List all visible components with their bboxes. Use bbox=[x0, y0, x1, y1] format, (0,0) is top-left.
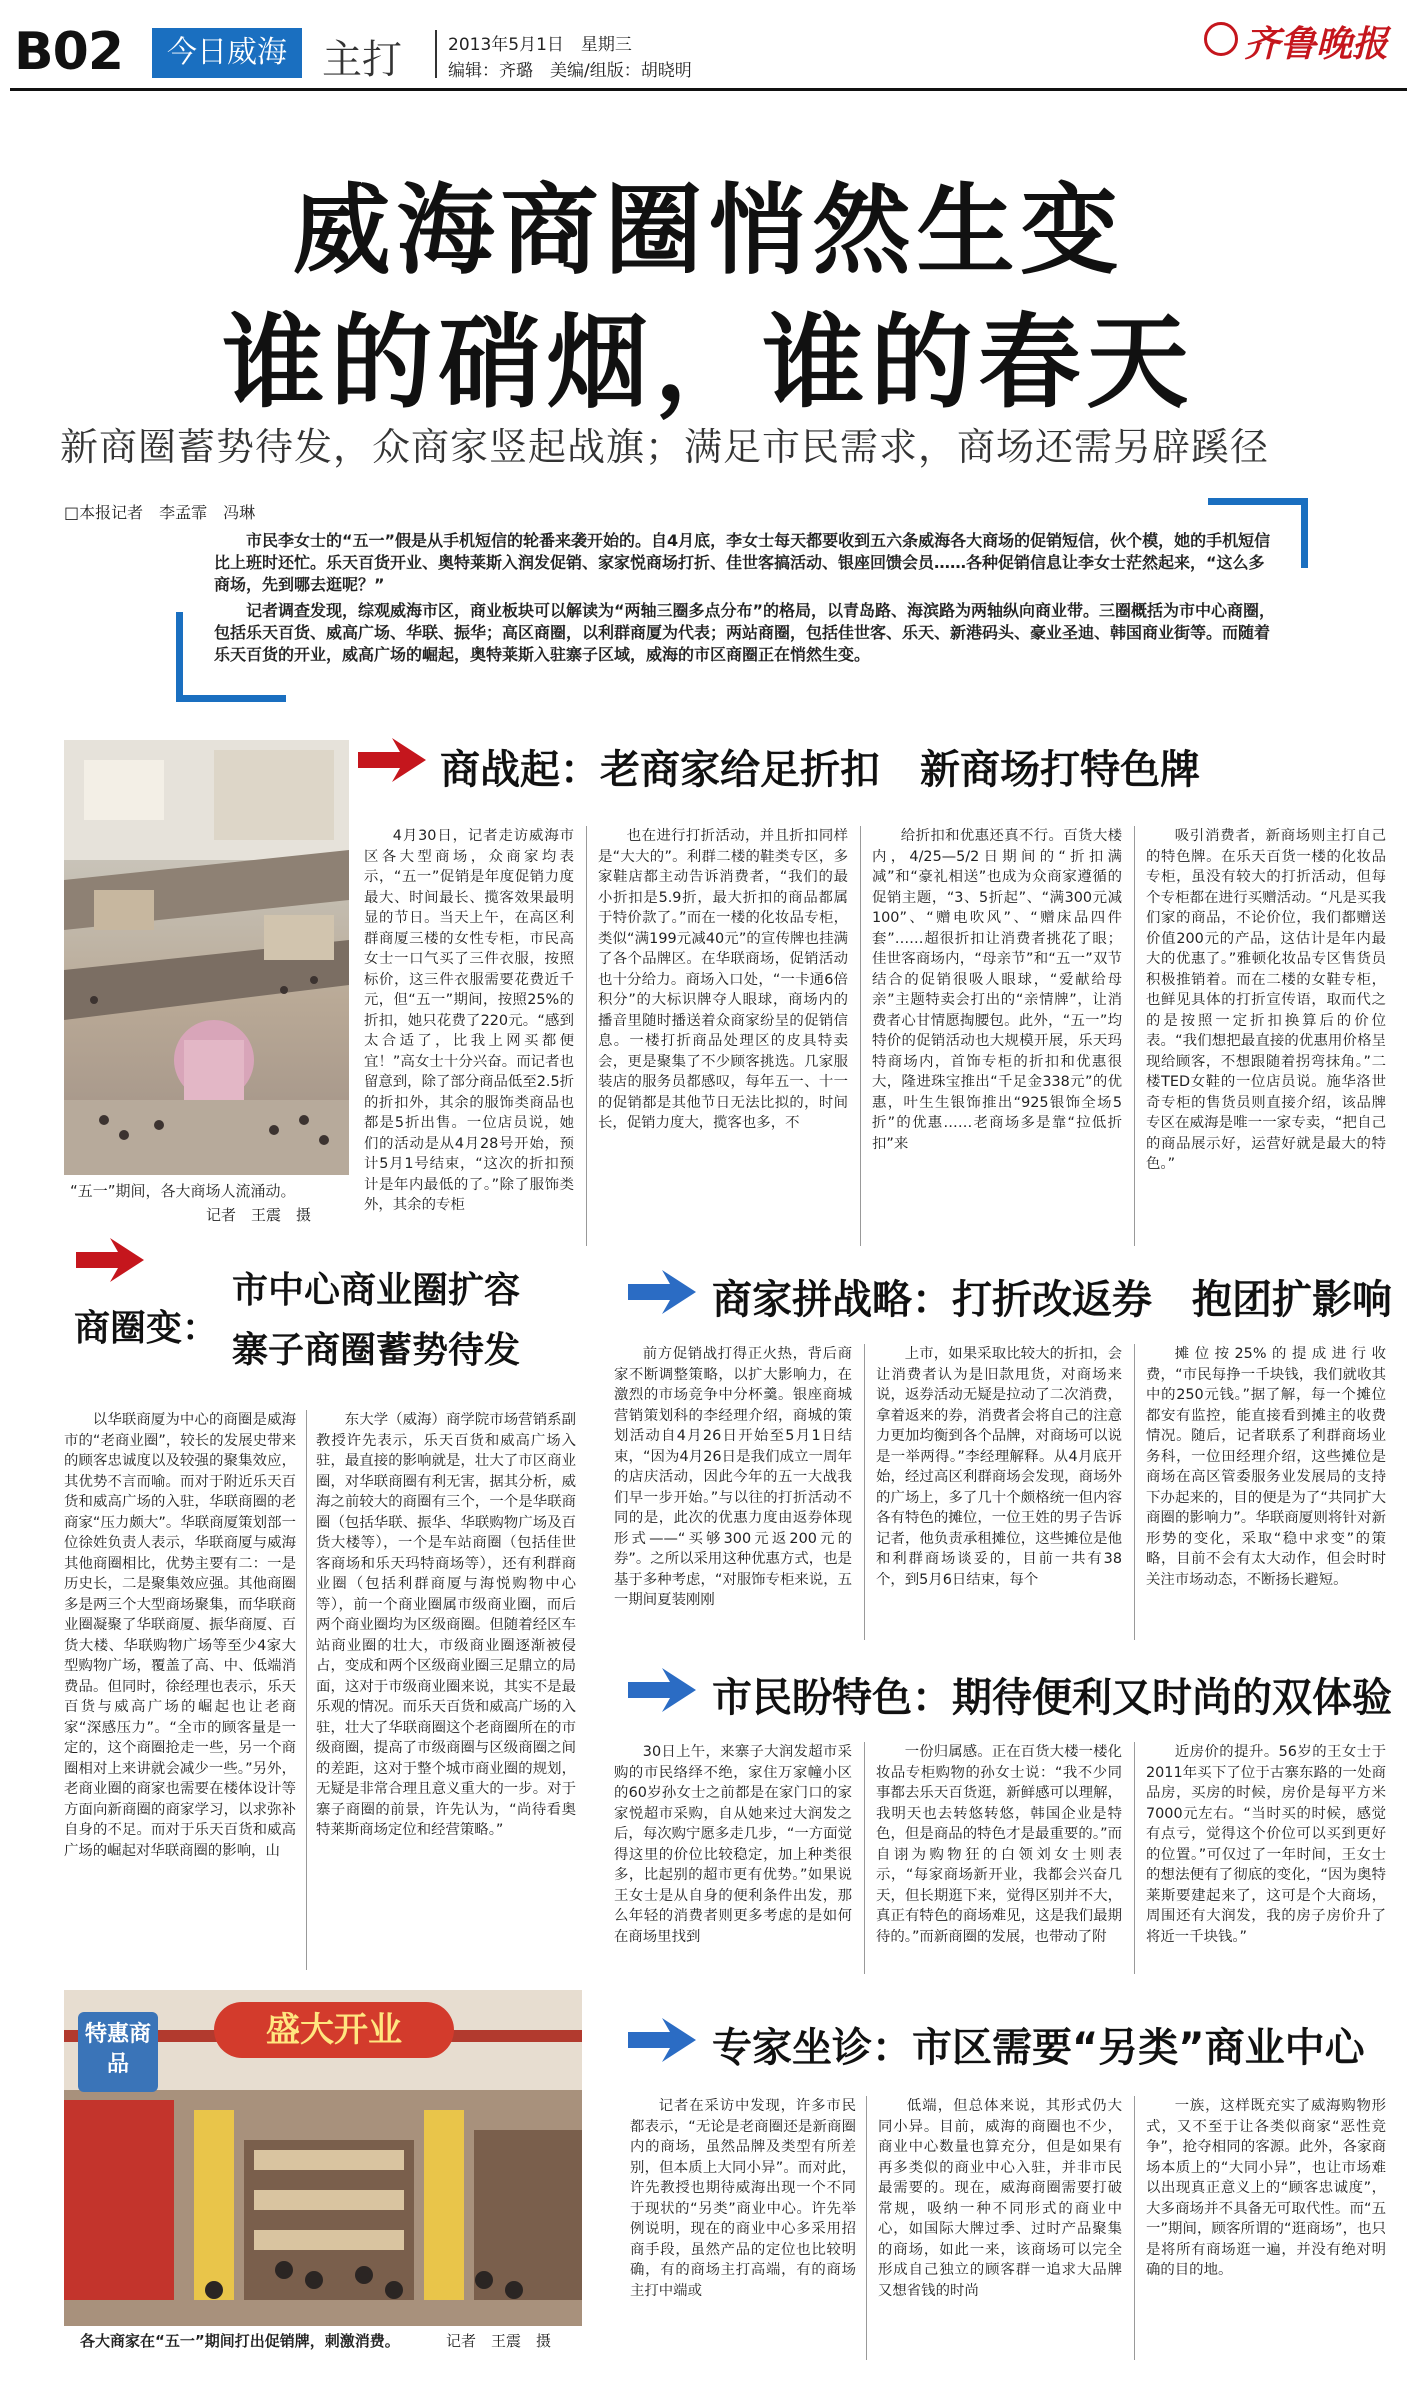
subheadline: 新商圈蓄势待发，众商家竖起战旗；满足市民需求，商场还需另辟蹊径 bbox=[60, 425, 1270, 469]
section5-heading: 专家坐诊：市区需要“另类”商业中心 bbox=[712, 2025, 1365, 2071]
section1-column-1 bbox=[364, 826, 574, 1256]
section3-arrow-icon bbox=[622, 1262, 702, 1326]
section3-column-1-text: 前方促销战打得正火热，背后商家不断调整策略，以扩大影响力，在激烈的市场竞争中分杯羹。银座商城营销策划科的李经理介绍，商城的策划活动自4月26日开始至5月1日结束，“因为4月26日是我们成立一周年的店庆活动，因此今年的五一大战我们早一步开始。”与以往的打折活动不同的是，此次的优惠力度由返券体现形式——“买够300元返200元的券”。之所以采用这种优惠方式，也是基于多种考虑，“对服饰专柜来说，五一期间夏装刚刚 bbox=[614, 1346, 852, 1608]
section4-column-1 bbox=[614, 1742, 852, 1980]
section4-column-3-text: 近房价的提升。56岁的王女士于2011年买下了位于古寨东路的一处商品房，买房的时候，房价是每平方米7000元左右。“当时买的时候，感觉有点亏，觉得这个价位可以买到更好的位置。”可仅过了一年时间，王女士的想法便有了彻底的变化，“因为奥特莱斯要建起来了，这可是个大商场，周围还有大润发，我的房子房价升了将近一千块钱。” bbox=[1146, 1744, 1386, 1945]
section3-column-2-text: 上市，如果采取比较大的折扣，会让消费者认为是旧款甩货，对商场来说，返券活动无疑是拉动了二次消费，拿着返来的券，消费者会将自己的注意力更加均衡到各个品牌，对商场可以说是一举两得。”李经理解释。从4月底开始，经过高区利群商场会发现，商场外的广场上，多了几十个颇格统一但内容各有特色的摊位，一位王姓的男子告诉记者，他负责承租摊位，这些摊位是他和利群商场谈妥的，目前一共有38个，到5月6日结束，每个 bbox=[876, 1346, 1122, 1588]
section1-arrow-icon bbox=[352, 730, 432, 794]
issue-date: 2013年5月1日 星期三 bbox=[448, 35, 632, 55]
section4-column-1-text: 30日上午，来寨子大润发超市采购的市民络绎不绝，家住万家幢小区的60岁孙女士之前都是在家门口的家家悦超市采购，自从她来过大润发之后，每次购宁愿多走几步，“一方面觉得这里的价位比较稳定，加上种类很多，比起别的超市更有优势。”如果说王女士是从自身的便利条件出发，那么年轻的消费者则更多考虑的是如何在商场里找到 bbox=[614, 1744, 852, 1945]
section3-heading: 商家拼战略：打折改返券 抱团扩影响 bbox=[712, 1277, 1392, 1323]
section1-column-4-text: 吸引消费者，新商场则主打自己的特色牌。在乐天百货一楼的化妆品专柜，虽没有较大的打折活动，但每个专柜都在进行买赠活动。“凡是买我们家的商品，不论价位，我们都赠送价值200元的产品，这估计是年内最大的优惠了。”雅顿化妆品专区售货员积极推销着。而在二楼的女鞋专柜，也鲜见具体的打折宣传语，取而代之的是按照一定折扣换算后的价位表。“我们想把最直接的优惠用价格呈现给顾客，不想跟随着拐弯抹角。”二楼TED女鞋的一位店员说。施华洛世奇专柜的售货员则直接介绍，该品牌专区在威海是唯一一家专卖，“把自己的商品展示好，运营好就是最大的特色。” bbox=[1146, 828, 1386, 1172]
section1-column-3 bbox=[872, 826, 1122, 1256]
section4-heading: 市民盼特色：期待便利又时尚的双体验 bbox=[712, 1675, 1392, 1721]
column-divider bbox=[864, 1344, 865, 1640]
section2-heading-line1: 市中心商业圈扩容 bbox=[232, 1270, 521, 1311]
grand-opening-banner: 盛大开业 bbox=[214, 2002, 454, 2058]
column-divider bbox=[586, 826, 587, 1246]
section4-column-3 bbox=[1146, 1742, 1386, 1980]
mall-atrium-photo bbox=[64, 740, 349, 1175]
editors-credit: 编辑：齐璐 美编/组版：胡晓明 bbox=[448, 61, 692, 81]
newspaper-logo: 齐鲁晚报 bbox=[1244, 23, 1389, 65]
section1-column-2 bbox=[598, 826, 848, 1256]
photo1-credit: 记者 王震 摄 bbox=[206, 1206, 312, 1224]
column-divider bbox=[866, 2096, 867, 2360]
section3-column-1 bbox=[614, 1344, 852, 1644]
section5-column-1 bbox=[630, 2096, 856, 2366]
section5-arrow-icon bbox=[622, 2010, 702, 2074]
section1-column-4 bbox=[1146, 826, 1386, 1256]
photo2-caption: 各大商家在“五一”期间打出促销牌，刺激消费。 bbox=[80, 2332, 400, 2350]
section2-heading-line2: 寨子商圈蓄势待发 bbox=[232, 1330, 521, 1371]
headline-line1: 威海商圈悄然生变 bbox=[292, 174, 1125, 288]
section5-column-1-text: 记者在采访中发现，许多市民都表示，“无论是老商圈还是新商圈内的商场，虽然品牌及类型有所差别，但本质上大同小异”。而对此，许先教授也期待威海出现一个不同于现状的“另类”商业中心。许先举例说明，现在的商业中心多采用招商手段，虽然产品的定位也比较明确，有的商场主打高端，有的商场主打中端或 bbox=[630, 2098, 856, 2299]
section2-column-2 bbox=[316, 1410, 576, 1976]
byline: □本报记者 李孟霏 冯琳 bbox=[64, 503, 256, 522]
page-code: B02 bbox=[14, 22, 123, 82]
column-divider bbox=[860, 826, 861, 1246]
section2-column-2-text: 东大学（威海）商学院市场营销系副教授许先表示，乐天百货和威高广场入驻，最直接的影响就是，壮大了市区商业圈，对华联商圈有利无害，据其分析，威海之前较大的商圈有三个，一个是华联商圈（包括华联、振华、华联购物广场及百货大楼等），一个是车站商圈（包括佳世客商场和乐天玛特商场等），还有利群商业圈（包括利群商厦与海悦购物中心等），前一个商业圈属市级商业圈，而后两个商业圈均为区级商圈。但随着经区车站商业圈的壮大，市级商业圈逐渐被侵占，变成和两个区级商业圈三足鼎立的局面，这对于市级商业圈来说，其实不是最乐观的情况。而乐天百货和威高广场的入驻，壮大了华联商圈这个老商圈所在的市级商圈，提高了市级商圈与区级商圈之间的差距，这对于整个城市商业圈的规划，无疑是非常合理且意义重大的一步。对于寨子商圈的前景，许先认为，“尚待看奥特莱斯商场定位和经营策略。” bbox=[316, 1412, 576, 1838]
headline-line2: 谁的硝烟，谁的春天 bbox=[222, 304, 1195, 423]
section4-column-2-text: 一份归属感。正在百货大楼一楼化妆品专柜购物的孙女士说：“我不少同事都去乐天百货逛，新鲜感可以理解，我明天也去转悠转悠，韩国企业是特色，但是商品的特色才是最重要的。”而自诩为购物狂的白领刘女士则表示，“每家商场新开业，我都会兴奋几天，但长期逛下来，觉得区别并不大，真正有特色的商场难见，这是我们最期待的。”而新商圈的发展，也带动了附 bbox=[876, 1744, 1122, 1945]
column-divider bbox=[1134, 1742, 1135, 1974]
section5-column-2-text: 低端，但总体来说，其形式仍大同小异。目前，威海的商圈也不少，商业中心数量也算充分，但是如果有再多类似的商业中心入驻，并非市民最需要的。现在，威海商圈需要打破常规，吸纳一种不同形式的商业中心，如国际大牌过季、过时产品聚集的商场，如此一来，该商场可以完全形成自己独立的顾客群一追求大品牌又想省钱的时尚 bbox=[878, 2098, 1122, 2299]
photo2-credit: 记者 王震 摄 bbox=[446, 2332, 552, 2350]
special-offer-sign: 特惠商品 bbox=[78, 2012, 158, 2092]
photo1-caption: “五一”期间，各大商场人流涌动。 bbox=[70, 1182, 296, 1200]
section4-arrow-icon bbox=[622, 1660, 702, 1724]
section3-column-3 bbox=[1146, 1344, 1386, 1644]
section2-arrow-icon bbox=[70, 1230, 150, 1294]
logo-mark-icon bbox=[1204, 22, 1238, 56]
column-divider bbox=[1134, 2096, 1135, 2360]
section1-heading: 商战起：老商家给足折扣 新商场打特色牌 bbox=[440, 747, 1200, 793]
section2-label: 商圈变： bbox=[74, 1308, 219, 1349]
section5-column-3 bbox=[1146, 2096, 1386, 2366]
header-rule bbox=[10, 88, 1407, 91]
lead-paragraph-2: 记者调查发现，综观威海市区，商业板块可以解读为“两轴三圈多点分布”的格局，以青岛路、海滨路为两轴纵向商业带。三圈概括为市中心商圈，包括乐天百货、威高广场、华联、振华；高区商圈，以利群商厦为代表；两站商圈，包括佳世客、乐天、新港码头、豪业圣迪、韩国商业街等。而随着乐天百货的开业，威高广场的崛起，奥特莱斯入驻寨子区域，威海的市区商圈正在悄然生变。 bbox=[214, 601, 1276, 664]
section-badge: 今日威海 bbox=[152, 28, 302, 78]
section4-column-2 bbox=[876, 1742, 1122, 1980]
section1-column-2-text: 也在进行打折活动，并且折扣同样是“大大的”。利群二楼的鞋类专区，多家鞋店都主动告诉消费者，“我们的最小折扣是5.9折，最大折扣的商品都属于特价款了。”而在一楼的化妆品专柜，类似“满199元减40元”的宣传牌也挂满了各个品牌区。在华联商场，促销活动也十分给力。商场入口处，“一卡通6倍积分”的大标识牌夺人眼球，商场内的播音里随时播送着众商家纷呈的促销信息。一楼打折商品处理区的皮具特卖会，更是聚集了不少顾客挑选。几家服装店的服务员都感叹，每年五一、十一的促销都是其他节日无法比拟的，时间长，促销力度大，揽客也多，不 bbox=[598, 828, 848, 1131]
section2-column-1-text: 以华联商厦为中心的商圈是威海市的“老商业圈”，较长的发展史带来的顾客忠诚度以及较强的聚集效应，其优势不言而喻。而对于附近乐天百货和威高广场的入驻，华联商圈的老商家“压力颇大”。华联商厦策划部一位徐姓负责人表示，华联商厦与威海其他商圈相比，优势主要有二：一是历史长，二是聚集效应强。其他商圈多是两三个大型商场聚集，而华联商业圈凝聚了华联商厦、振华商厦、百货大楼、华联购物广场等至少4家大型购物广场，覆盖了高、中、低端消费品。但同时，徐经理也表示，乐天百货与威高广场的崛起也让老商家“深感压力”。“全市的顾客量是一定的，这个商圈抢走一些，另一个商圈相对上来讲就会减少一些。”另外，老商业圈的商家也需要在楼体设计等方面向新商圈的商家学习，以求弥补自身的不足。而对于乐天百货和威高广场的崛起对华联商圈的影响，山 bbox=[64, 1412, 296, 1859]
section1-column-1-text: 4月30日，记者走访威海市区各大型商场，众商家均表示，“五一”促销是年度促销力度最大、时间最长、揽客效果最明显的节日。当天上午，在高区利群商厦三楼的女性专柜，市民高女士一口气买了三件衣服，按照标价，这三件衣服需要花费近千元，但“五一”期间，按照25%的折扣，她只花费了220元。“感到太合适了，比我上网买都便宜！”高女士十分兴奋。而记者也留意到，除了部分商品低至2.5折的折扣外，其余的服饰类商品也都是5折出售。一位店员说，她们的活动是从4月28号开始，预计5月1号结束，“这次的折扣预计是年内最低的了。”除了服饰类外，其余的专柜 bbox=[364, 828, 574, 1213]
section3-column-3-text: 摊位按25%的提成进行收费，“市民每挣一千块钱，我们就收其中的250元钱。”据了解，每一个摊位都安有监控，能直接看到摊主的收费情况。随后，记者联系了利群商场业务科，一位田经理介绍，这些摊位是商场在高区管委服务业发展局的支持下办起来的，目的便是为了“共同扩大商圈的影响力”。华联商厦则将针对新形势的变化，采取“稳中求变”的策略，目前不会有太大动作，但会时时关注市场动态，不断扬长避短。 bbox=[1146, 1346, 1386, 1588]
column-divider bbox=[1134, 826, 1135, 1246]
section5-column-3-text: 一族，这样既充实了威海购物形式，又不至于让各类似商家“恶性竞争”，抢夺相同的客源。此外，各家商场本质上的“大同小异”，也让市场难以出现真正意义上的“顾客忠诚度”，大多商场并不具备无可取代性。而“五一”期间，顾客所谓的“逛商场”，也只是将所有商场逛一遍，并没有绝对明确的目的地。 bbox=[1146, 2098, 1386, 2278]
section1-column-3-text: 给折扣和优惠还真不行。百货大楼内，4/25—5/2日期间的“折扣满减”和“豪礼相送”也成为众商家遵循的促销主题，“3、5折起”、“满300元减100”、“赠电吹风”、“赠床品四件套”……超很折扣让消费者挑花了眼；佳世客商场内，“母亲节”和“五一”双节结合的促销很吸人眼球，“爱献给母亲”主题特卖会打出的“亲情牌”，让消费者心甘情愿掏腰包。此外，“五一”均特价的促销活动也大规模开展，乐天玛特商场内，首饰专柜的折扣和优惠很大，隆进珠宝推出“千足金338元”的优惠，叶生生银饰推出“925银饰全场5折”的优惠……老商场多是靠“拉低折扣”来 bbox=[872, 828, 1122, 1152]
section-tag: 主打 bbox=[322, 37, 402, 83]
section5-column-2 bbox=[878, 2096, 1122, 2366]
header-divider bbox=[435, 30, 437, 78]
lead-paragraph-1: 市民李女士的“五一”假是从手机短信的轮番来袭开始的。自4月底，李女士每天都要收到五六条威海各大商场的促销短信，伙个模，她的手机短信比上班时还忙。乐天百货开业、奥特莱斯入润发促销、家家悦商场打折、佳世客搞活动、银座回馈会员……各种促销信息让李女士茫然起来，“这么多商场，先到哪去逛呢？” bbox=[214, 531, 1271, 594]
supermarket-photo bbox=[64, 1990, 582, 2326]
column-divider bbox=[864, 1742, 865, 1974]
section2-column-1 bbox=[64, 1410, 296, 1976]
column-divider bbox=[1134, 1344, 1135, 1640]
section3-column-2 bbox=[876, 1344, 1122, 1644]
column-divider bbox=[306, 1410, 307, 1970]
